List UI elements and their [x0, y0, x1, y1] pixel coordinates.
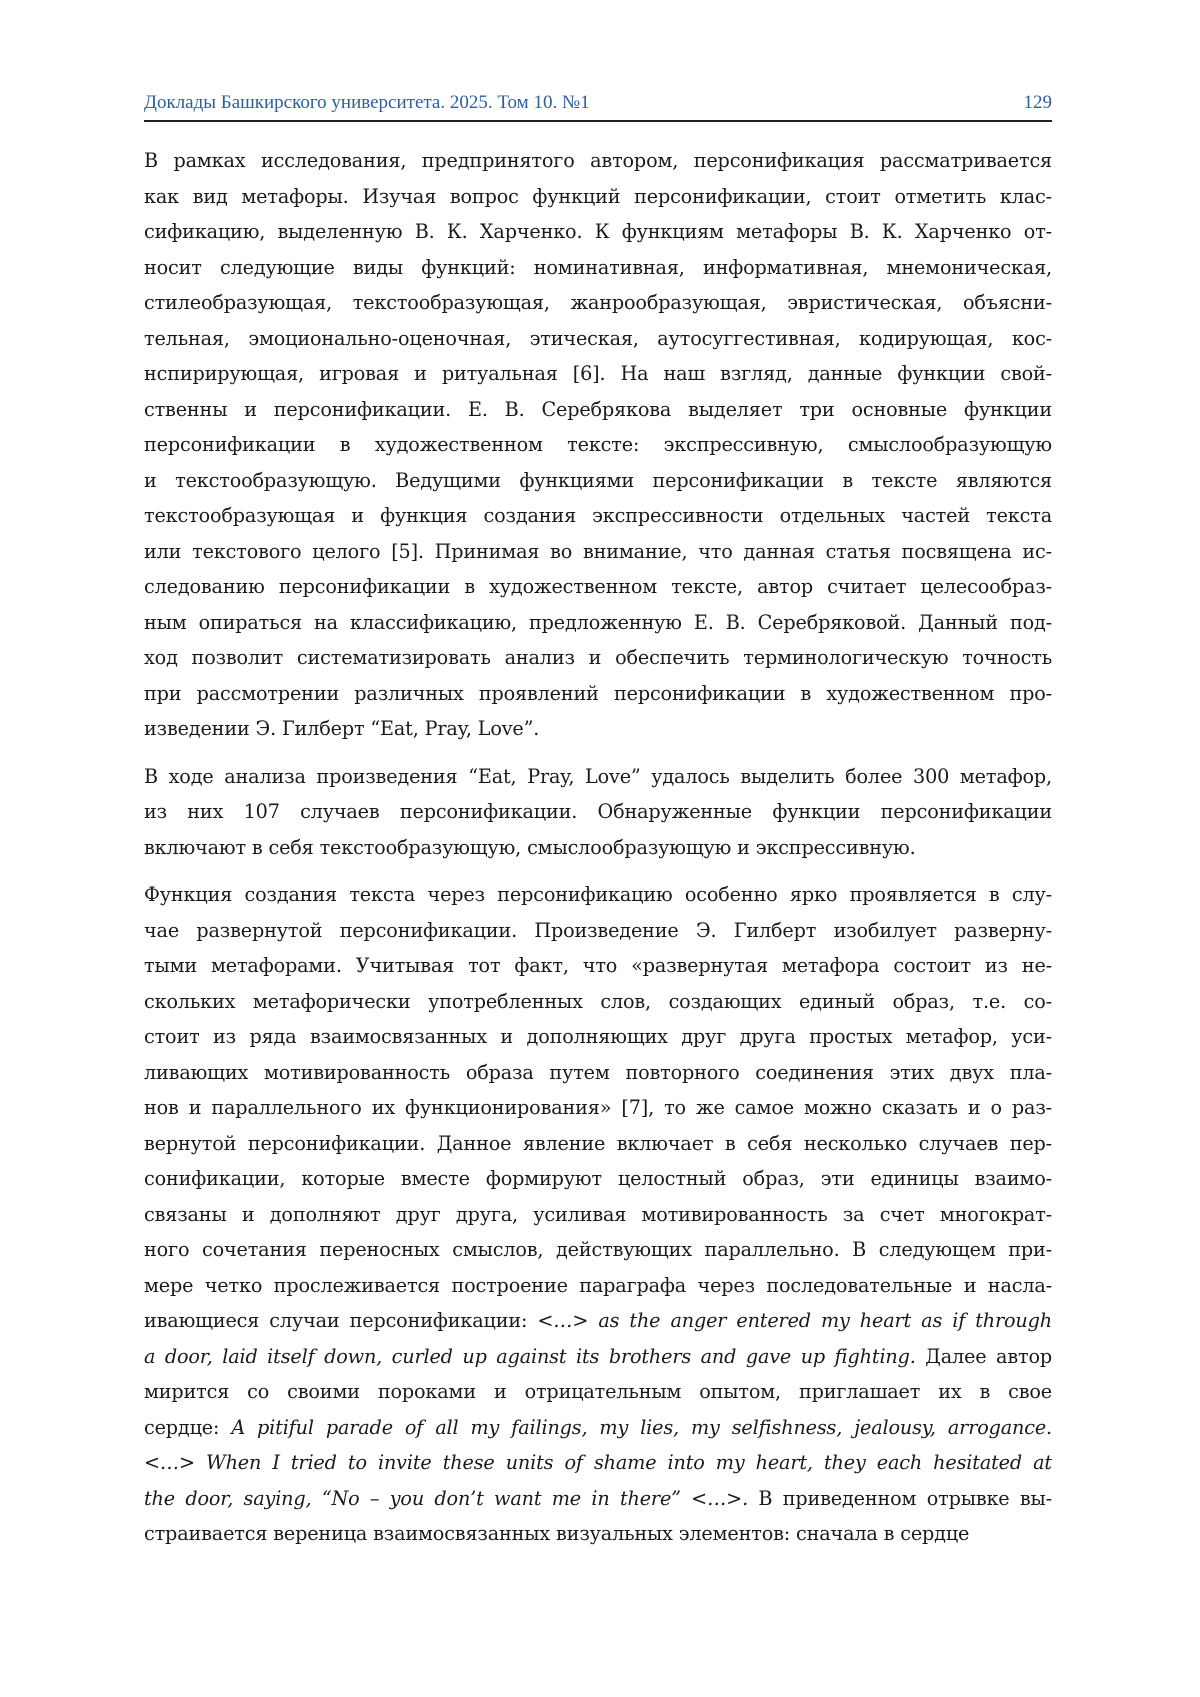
- text-line: [144, 534, 1052, 570]
- text-segment: В ходе анализа произведения “Eat, Pray, Love” удалось выделить более 300 метафор,: [144, 765, 1052, 788]
- text-segment: стилеобразующая, текстообразующая, жанрообразующая, эвристическая, объясни-: [144, 291, 1052, 314]
- quoted-excerpt: a door, laid itself down, curled up against its brothers and gave up fighting.: [144, 1345, 916, 1368]
- text-segment: ивающиеся случаи персонификации:: [144, 1309, 537, 1332]
- text-segment: из них 107 случаев персонификации. Обнаруженные функции персонификации: [144, 800, 1052, 823]
- text-line: [144, 794, 1052, 830]
- text-segment: изведении Э. Гилберт “Eat, Pray, Love”.: [144, 717, 539, 740]
- text-line: [144, 1516, 1052, 1552]
- text-segment: скольких метафорически употребленных слов, создающих единый образ, т.е. со-: [144, 990, 1052, 1013]
- text-segment: сонификации, которые вместе формируют целостный образ, эти единицы взаимо-: [144, 1167, 1052, 1190]
- text-line: [144, 1481, 1052, 1517]
- text-line: [144, 640, 1052, 676]
- text-segment: мирится со своими пороками и отрицательным опытом, приглашает их в свое: [144, 1380, 1052, 1403]
- text-line: [144, 877, 1052, 913]
- text-segment: ственны и персонификации. Е. В. Серебрякова выделяет три основные функции: [144, 398, 1052, 421]
- text-segment: Далее автор: [916, 1345, 1052, 1368]
- quoted-excerpt: <…> as the anger entered my heart as if through: [537, 1309, 1052, 1332]
- text-segment: ным опираться на классификацию, предложенную Е. В. Серебряковой. Данный под-: [144, 611, 1052, 634]
- text-line: [144, 1055, 1052, 1091]
- text-line: [144, 1232, 1052, 1268]
- text-segment: или текстового целого [5]. Принимая во внимание, что данная статья посвящена ис-: [144, 540, 1052, 563]
- journal-title: Доклады Башкирского университета. 2025. Том 10. №1: [144, 92, 590, 114]
- text-segment: ливающих мотивированность образа путем повторного соединения этих двух пла-: [144, 1061, 1052, 1084]
- text-segment: страивается вереница взаимосвязанных визуальных элементов: сначала в сердце: [144, 1522, 969, 1545]
- text-segment: мере четко прослеживается построение параграфа через последовательные и насла-: [144, 1274, 1052, 1297]
- text-line: [144, 143, 1052, 179]
- text-line: [144, 569, 1052, 605]
- text-segment: текстообразующая и функция создания экспрессивности отдельных частей текста: [144, 504, 1052, 527]
- page-number: 129: [1024, 92, 1053, 114]
- text-line: [144, 913, 1052, 949]
- text-line: [144, 498, 1052, 534]
- quoted-excerpt: the door, saying, “No – you don’t want me in there” <…>.: [144, 1487, 748, 1510]
- text-segment: следованию персонификации в художественном тексте, автор считает целесообраз-: [144, 575, 1052, 598]
- text-line: [144, 179, 1052, 215]
- text-line: [144, 711, 1052, 747]
- text-line: [144, 1197, 1052, 1233]
- text-line: [144, 759, 1052, 795]
- text-segment: тыми метафорами. Учитывая тот факт, что «развернутая метафора состоит из не-: [144, 954, 1052, 977]
- text-segment: при рассмотрении различных проявлений персонификации в художественном про-: [144, 682, 1052, 705]
- text-segment: тельная, эмоционально-оценочная, этическая, аутосуггестивная, кодирующая, кос-: [144, 327, 1052, 350]
- paragraph-spacer: [144, 865, 1052, 877]
- paragraph: [144, 759, 1052, 866]
- text-segment: нов и параллельного их функционирования» [7], то же самое можно сказать и о раз-: [144, 1096, 1052, 1119]
- text-segment: ход позволит систематизировать анализ и обеспечить терминологическую точность: [144, 646, 1052, 669]
- text-segment: как вид метафоры. Изучая вопрос функций персонификации, стоит отметить клас-: [144, 185, 1052, 208]
- text-line: [144, 427, 1052, 463]
- text-line: [144, 1161, 1052, 1197]
- text-segment: нспирирующая, игровая и ритуальная [6]. На наш взгляд, данные функции свой-: [144, 362, 1052, 385]
- text-line: [144, 392, 1052, 428]
- running-header: [144, 92, 1052, 122]
- text-line: [144, 463, 1052, 499]
- text-segment: Функция создания текста через персонификацию особенно ярко проявляется в слу-: [144, 883, 1052, 906]
- paragraph: [144, 143, 1052, 747]
- text-line: [144, 948, 1052, 984]
- text-segment: связаны и дополняют друг друга, усиливая мотивированность за счет многократ-: [144, 1203, 1052, 1226]
- text-line: [144, 1303, 1052, 1339]
- text-segment: включают в себя текстообразующую, смыслообразующую и экспрессивную.: [144, 836, 916, 859]
- text-segment: вернутой персонификации. Данное явление включает в себя несколько случаев пер-: [144, 1132, 1052, 1155]
- text-line: [144, 285, 1052, 321]
- text-line: [144, 1410, 1052, 1446]
- text-line: [144, 1268, 1052, 1304]
- text-segment: сердце:: [144, 1416, 231, 1439]
- text-segment: стоит из ряда взаимосвязанных и дополняющих друг друга простых метафор, уси-: [144, 1025, 1052, 1048]
- text-line: [144, 1374, 1052, 1410]
- text-segment: чае развернутой персонификации. Произведение Э. Гилберт изобилует разверну-: [144, 919, 1052, 942]
- text-segment: сификацию, выделенную В. К. Харченко. К функциям метафоры В. К. Харченко от-: [144, 220, 1052, 243]
- quoted-excerpt: A pitiful parade of all my failings, my lies, my selfishness, jealousy, arrogance.: [231, 1416, 1052, 1439]
- article-body: [144, 143, 1052, 1552]
- text-line: [144, 1019, 1052, 1055]
- paragraph: [144, 877, 1052, 1552]
- paragraph-spacer: [144, 747, 1052, 759]
- text-segment: персонификации в художественном тексте: экспрессивную, смыслообразующую: [144, 433, 1052, 456]
- quoted-excerpt: <…> When I tried to invite these units of shame into my heart, they each hesitated at: [144, 1451, 1052, 1474]
- text-segment: В приведенном отрывке вы-: [748, 1487, 1052, 1510]
- text-segment: ного сочетания переносных смыслов, действующих параллельно. В следующем при-: [144, 1238, 1052, 1261]
- text-segment: и текстообразующую. Ведущими функциями персонификации в тексте являются: [144, 469, 1052, 492]
- text-line: [144, 830, 1052, 866]
- text-line: [144, 1445, 1052, 1481]
- text-line: [144, 1126, 1052, 1162]
- text-line: [144, 605, 1052, 641]
- text-line: [144, 321, 1052, 357]
- text-line: [144, 250, 1052, 286]
- text-line: [144, 356, 1052, 392]
- text-line: [144, 676, 1052, 712]
- text-segment: В рамках исследования, предпринятого автором, персонификация рассматривается: [144, 149, 1052, 172]
- text-segment: носит следующие виды функций: номинативная, информативная, мнемоническая,: [144, 256, 1052, 279]
- text-line: [144, 984, 1052, 1020]
- text-line: [144, 214, 1052, 250]
- text-line: [144, 1090, 1052, 1126]
- text-line: [144, 1339, 1052, 1375]
